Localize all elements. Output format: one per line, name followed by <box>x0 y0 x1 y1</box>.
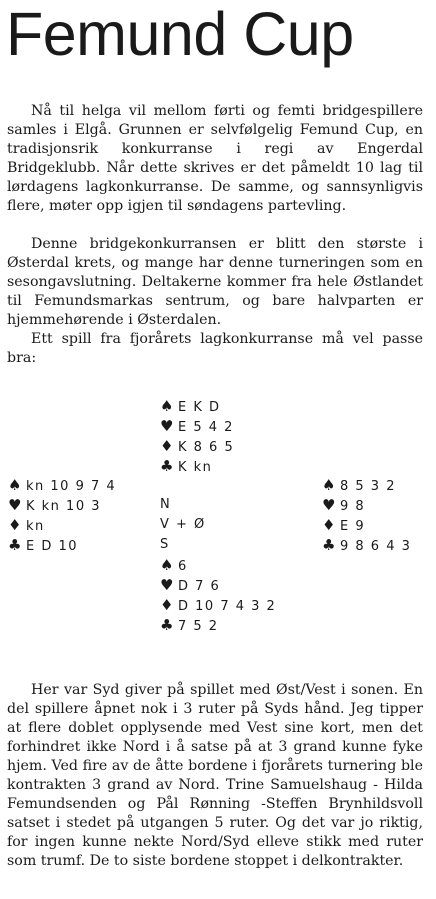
paragraph-intro: Nå til helga vil mellom førti og femti bridgespillere samles i Elgå. Grunnen er selvfølgelig Femund Cup, en tradisjonsrik konkurranse i regi av Engerdal Bridgeklubb. Når dette skrives er det påmeldt 10 lag til lørdagens lagkonkurranse. De samme, og sannsynligvis flere, møter opp igjen til søndagens partevling. <box>7 103 423 214</box>
north-spades-cards: E K D <box>178 400 221 415</box>
south-hearts-cards: D 7 6 <box>178 579 221 594</box>
spade-icon: ♠ <box>322 476 336 494</box>
west-clubs <box>8 535 78 557</box>
compass-north: N <box>160 497 172 512</box>
diamond-icon: ♦ <box>160 437 174 455</box>
diamond-icon: ♦ <box>322 516 336 534</box>
north-hearts-cards: E 5 4 2 <box>178 420 234 435</box>
west-spades-cards: kn 10 9 7 4 <box>26 479 117 494</box>
paragraph-krets: Denne bridgekonkurransen er blitt den største i Østerdal krets, og mange har denne turneringen som en sesongavslutning. Deltakerne kommer fra hele Østlandet til Femundsmarkas sentrum, og bare halvparten er hjemmehørende i Østerdalen. <box>7 236 423 328</box>
north-clubs-cards: K kn <box>178 460 213 475</box>
east-diamonds <box>322 515 365 537</box>
north-hearts <box>160 416 234 438</box>
west-hearts-cards: K kn 10 3 <box>26 499 102 514</box>
north-diamonds-cards: K 8 6 5 <box>178 440 235 455</box>
east-clubs-cards: 9 8 6 4 3 <box>340 539 412 554</box>
club-icon: ♣ <box>322 536 336 554</box>
heart-icon: ♥ <box>322 496 336 514</box>
east-clubs <box>322 535 411 557</box>
south-diamonds-cards: D 10 7 4 3 2 <box>178 599 277 614</box>
south-clubs <box>160 615 219 637</box>
east-hearts-cards: 9 8 <box>340 499 366 514</box>
south-diamonds <box>160 595 276 617</box>
club-icon: ♣ <box>8 536 22 554</box>
spade-icon: ♠ <box>160 556 174 574</box>
west-diamonds <box>8 515 45 537</box>
south-spades <box>160 555 188 577</box>
paragraph-analysis: Her var Syd giver på spillet med Øst/Vest i sonen. En del spillere åpnet nok i 3 ruter på Syds hånd. Jeg tipper at flere doblet opplysende med Vest sine kort, men det forhindret ikke Nord i å satse på at 3 grand kunne fyke hjem. Ved fire av de åtte bordene i fjorårets turnering ble kontrakten 3 grand av Nord. Trine Samuelshaug - Hilda Femundsenden og Pål Rønning -Steffen Brynhildsvoll satset i stedet på utgangen 5 ruter. Og det var jo riktig, for ingen kunne nekte Nord/Syd elleve stikk med ruter som trumf. De to siste bordene stoppet i delkontrakter. <box>7 682 423 869</box>
west-spades <box>8 475 116 497</box>
diamond-icon: ♦ <box>160 596 174 614</box>
north-spades <box>160 396 221 418</box>
east-spades <box>322 475 396 497</box>
north-diamonds <box>160 436 234 458</box>
south-hearts <box>160 575 220 597</box>
east-hearts <box>322 495 365 517</box>
paragraph-deal-intro: Ett spill fra fjorårets lagkonkurranse må vel passe bra: <box>7 331 423 366</box>
south-spades-cards: 6 <box>178 559 188 574</box>
west-clubs-cards: E D 10 <box>26 539 79 554</box>
heart-icon: ♥ <box>160 417 174 435</box>
spade-icon: ♠ <box>160 397 174 415</box>
club-icon: ♣ <box>160 616 174 634</box>
east-diamonds-cards: E 9 <box>340 519 366 534</box>
north-clubs <box>160 456 212 478</box>
east-spades-cards: 8 5 3 2 <box>340 479 396 494</box>
compass-west-east: V + Ø <box>160 517 206 532</box>
spade-icon: ♠ <box>8 476 22 494</box>
south-clubs-cards: 7 5 2 <box>178 619 219 634</box>
west-hearts <box>8 495 101 517</box>
club-icon: ♣ <box>160 457 174 475</box>
headline: Femund Cup <box>6 0 354 68</box>
heart-icon: ♥ <box>160 576 174 594</box>
diamond-icon: ♦ <box>8 516 22 534</box>
west-diamonds-cards: kn <box>26 519 45 534</box>
heart-icon: ♥ <box>8 496 22 514</box>
compass-south: S <box>160 537 170 552</box>
